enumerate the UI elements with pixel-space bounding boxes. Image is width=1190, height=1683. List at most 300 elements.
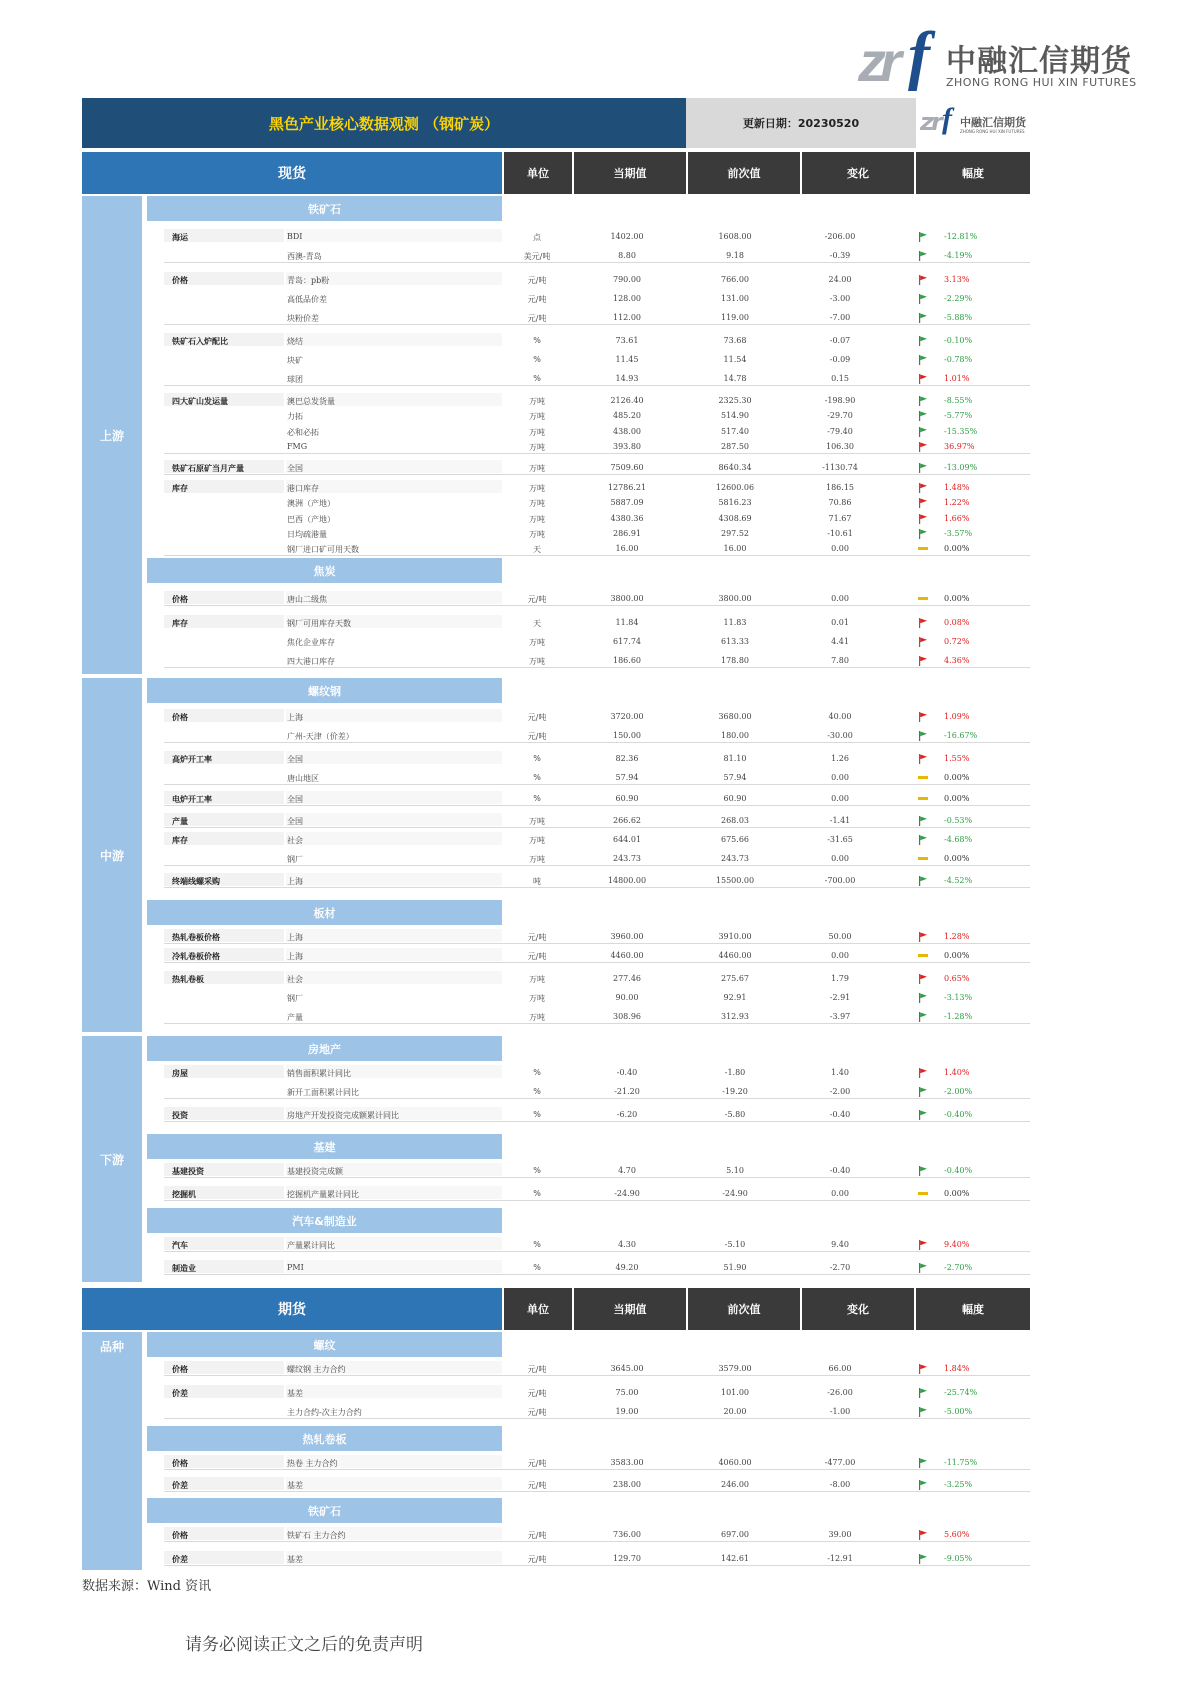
row-previous-value: 3910.00 (718, 932, 752, 941)
banner-logo (916, 98, 1030, 148)
row-unit: 元/吨 (527, 1555, 547, 1564)
row-item: BDI (287, 232, 303, 241)
row-item: 螺纹钢 主力合约 (287, 1365, 346, 1374)
row-unit: 万吨 (529, 817, 545, 826)
row-item: 全国 (287, 755, 303, 764)
row-category: 投资 (172, 1111, 188, 1120)
side-downstream: 下游 (82, 1036, 142, 1282)
row-item: 全国 (287, 464, 303, 473)
green-flag-icon (918, 816, 930, 826)
row-item: 力拓 (287, 412, 303, 421)
row-pct-value: 1.01% (944, 374, 970, 383)
row-unit: 元/吨 (527, 1389, 547, 1398)
row-change-value: -3.00 (829, 294, 851, 303)
row-current-value: 129.70 (613, 1554, 641, 1563)
row-item: 钢厂 (287, 855, 303, 864)
row-change-value: 66.00 (828, 1364, 852, 1373)
table-row (82, 1458, 1030, 1470)
table-row (82, 773, 1030, 785)
row-pct-value: 0.00% (944, 544, 970, 553)
row-item: FMG (287, 442, 308, 451)
row-item: 焦化企业库存 (287, 638, 335, 647)
row-category: 高炉开工率 (172, 755, 212, 764)
row-current-value: 1402.00 (610, 232, 644, 241)
row-change-value: 1.79 (831, 974, 849, 983)
row-previous-value: 16.00 (723, 544, 747, 553)
row-item: 青岛：pb粉 (287, 276, 330, 285)
row-item: 主力合约-次主力合约 (287, 1408, 362, 1417)
row-item: 钢厂 (287, 994, 303, 1003)
row-item: 四大港口库存 (287, 657, 335, 666)
row-current-value: 90.00 (615, 993, 639, 1002)
row-change-value: -31.65 (827, 835, 853, 844)
green-flag-icon (918, 355, 930, 365)
row-unit: 美元/吨 (523, 252, 551, 261)
row-pct-value: 1.55% (944, 754, 970, 763)
row-pct-value: -0.53% (944, 816, 973, 825)
table-row (82, 816, 1030, 828)
row-category: 房屋 (172, 1069, 188, 1078)
row-pct-value: -4.19% (944, 251, 973, 260)
red-flag-icon (918, 637, 930, 647)
row-category: 冷轧卷板价格 (172, 952, 220, 961)
row-item: 热卷 主力合约 (287, 1459, 338, 1468)
row-previous-value: 675.66 (721, 835, 749, 844)
row-unit: 万吨 (529, 484, 545, 493)
row-pct-value: -5.00% (944, 1407, 973, 1416)
row-previous-value: 4308.69 (718, 514, 752, 523)
table-row (82, 876, 1030, 888)
row-current-value: 3720.00 (610, 712, 644, 721)
table-row (82, 1480, 1030, 1492)
row-item: PMI (287, 1263, 304, 1272)
banner-logo-chinese: 中融汇信期货 (960, 116, 1026, 129)
row-item: 钢厂可用库存天数 (287, 619, 351, 628)
table-row (82, 1110, 1030, 1122)
table-row (82, 232, 1030, 244)
row-previous-value: 119.00 (721, 313, 749, 322)
banner-logo-mark-f: f (942, 102, 952, 135)
flat-dash-icon (918, 1189, 930, 1199)
row-change-value: 106.30 (826, 442, 854, 451)
table-row (82, 483, 1030, 495)
row-unit: 元/吨 (527, 276, 547, 285)
row-change-value: -2.91 (829, 993, 851, 1002)
row-pct-value: 0.00% (944, 594, 970, 603)
table-row (82, 656, 1030, 668)
row-change-value: -8.00 (829, 1480, 851, 1489)
row-pct-value: 9.40% (944, 1240, 970, 1249)
red-flag-icon (918, 498, 930, 508)
flat-dash-icon (918, 773, 930, 783)
row-change-value: 0.00 (831, 854, 849, 863)
row-category: 库存 (172, 619, 188, 628)
row-change-value: -1.00 (829, 1407, 851, 1416)
row-change-value: -26.00 (827, 1388, 853, 1397)
row-previous-value: 613.33 (721, 637, 749, 646)
row-pct-value: -0.10% (944, 336, 973, 345)
row-pct-value: -0.78% (944, 355, 973, 364)
table-row (82, 374, 1030, 386)
table-row (82, 313, 1030, 325)
row-pct-value: -2.70% (944, 1263, 973, 1272)
row-unit: % (533, 1110, 541, 1119)
row-current-value: 277.46 (613, 974, 641, 983)
table-row (82, 1388, 1030, 1400)
row-unit: % (533, 754, 541, 763)
row-category: 价格 (172, 1365, 188, 1374)
row-previous-value: 131.00 (721, 294, 749, 303)
row-previous-value: 11.54 (723, 355, 747, 364)
flat-dash-icon (918, 544, 930, 554)
red-flag-icon (918, 1240, 930, 1250)
row-category: 价格 (172, 1459, 188, 1468)
table-row (82, 544, 1030, 556)
table-row (82, 1263, 1030, 1275)
data-sheet (82, 98, 1030, 1564)
green-flag-icon (918, 993, 930, 1003)
futures-change-header: 变化 (802, 1288, 914, 1330)
row-previous-value: 81.10 (723, 754, 747, 763)
logo-chinese-name: 中融汇信期货 (946, 44, 1132, 79)
row-previous-value: 20.00 (723, 1407, 747, 1416)
report-title: 黑色产业核心数据观测 （钢矿炭） (82, 98, 686, 148)
green-flag-icon (918, 336, 930, 346)
row-pct-value: 4.36% (944, 656, 970, 665)
row-item: 钢厂进口矿可用天数 (287, 545, 359, 554)
row-previous-value: 514.90 (721, 411, 749, 420)
table-row (82, 1364, 1030, 1376)
row-current-value: 4.70 (618, 1166, 636, 1175)
section-rebar: 螺纹钢 (147, 678, 502, 703)
row-category: 热轧卷板价格 (172, 933, 220, 942)
row-unit: 万吨 (529, 397, 545, 406)
row-unit: 万吨 (529, 638, 545, 647)
green-flag-icon (918, 232, 930, 242)
row-category: 铁矿石原矿当月产量 (172, 464, 244, 473)
row-item: 全国 (287, 817, 303, 826)
red-flag-icon (918, 712, 930, 722)
row-unit: 元/吨 (527, 1459, 547, 1468)
report-banner (82, 98, 1030, 150)
banner-logo-mark-zr: zr (920, 108, 940, 136)
row-change-value: -29.70 (827, 411, 853, 420)
row-current-value: 4380.36 (610, 514, 644, 523)
row-unit: 万吨 (529, 428, 545, 437)
table-row (82, 712, 1030, 724)
row-change-value: 24.00 (828, 275, 852, 284)
red-flag-icon (918, 483, 930, 493)
row-item: 块粉价差 (287, 314, 319, 323)
table-row (82, 294, 1030, 306)
row-current-value: -6.20 (616, 1110, 638, 1119)
row-change-value: 0.00 (831, 544, 849, 553)
row-change-value: 0.00 (831, 594, 849, 603)
row-current-value: -24.90 (614, 1189, 640, 1198)
row-previous-value: 4060.00 (718, 1458, 752, 1467)
table-row (82, 442, 1030, 454)
row-unit: 元/吨 (527, 732, 547, 741)
row-pct-value: 0.00% (944, 773, 970, 782)
table-row (82, 498, 1030, 510)
row-previous-value: 5.10 (726, 1166, 744, 1175)
section-real-estate: 房地产 (147, 1036, 502, 1061)
row-pct-value: -15.35% (944, 427, 978, 436)
row-unit: 点 (533, 233, 541, 242)
row-unit: % (533, 1166, 541, 1175)
row-change-value: -206.00 (824, 232, 856, 241)
futures-previous-header: 前次值 (688, 1288, 800, 1330)
row-current-value: 3800.00 (610, 594, 644, 603)
row-item: 澳洲（产地） (287, 499, 335, 508)
row-pct-value: -4.68% (944, 835, 973, 844)
section-futures-iron-ore: 铁矿石 (147, 1498, 502, 1523)
row-change-value: 186.15 (826, 483, 854, 492)
red-flag-icon (918, 1530, 930, 1540)
row-item: 基差 (287, 1481, 303, 1490)
row-change-value: 4.41 (831, 637, 849, 646)
row-current-value: 19.00 (615, 1407, 639, 1416)
row-unit: % (533, 773, 541, 782)
green-flag-icon (918, 1458, 930, 1468)
futures-current-header: 当期值 (574, 1288, 686, 1330)
row-pct-value: 1.84% (944, 1364, 970, 1373)
row-unit: % (533, 1087, 541, 1096)
row-current-value: 3960.00 (610, 932, 644, 941)
green-flag-icon (918, 1554, 930, 1564)
row-current-value: 75.00 (615, 1388, 639, 1397)
row-category: 价差 (172, 1555, 188, 1564)
red-flag-icon (918, 974, 930, 984)
row-change-value: 39.00 (828, 1530, 852, 1539)
row-current-value: 266.62 (613, 816, 641, 825)
table-row (82, 1068, 1030, 1080)
side-upstream: 上游 (82, 196, 142, 674)
row-category: 热轧卷板 (172, 975, 204, 984)
row-category: 价格 (172, 276, 188, 285)
row-item: 巴西（产地） (287, 515, 335, 524)
row-previous-value: 312.93 (721, 1012, 749, 1021)
section-iron-ore: 铁矿石 (147, 196, 502, 221)
row-previous-value: -1.80 (724, 1068, 746, 1077)
row-pct-value: -5.88% (944, 313, 973, 322)
row-pct-value: 36.97% (944, 442, 975, 451)
table-row (82, 1166, 1030, 1178)
row-change-value: 0.01 (831, 618, 849, 627)
row-unit: 元/吨 (527, 933, 547, 942)
row-item: 港口库存 (287, 484, 319, 493)
row-current-value: 11.84 (615, 618, 639, 627)
green-flag-icon (918, 1407, 930, 1417)
row-current-value: 186.60 (613, 656, 641, 665)
row-current-value: 790.00 (613, 275, 641, 284)
row-item: 块矿 (287, 356, 303, 365)
logo-mark-f: f (908, 19, 930, 92)
row-previous-value: -5.10 (724, 1240, 746, 1249)
row-unit: 天 (533, 619, 541, 628)
table-row (82, 1554, 1030, 1566)
row-unit: 万吨 (529, 412, 545, 421)
row-previous-value: 178.80 (721, 656, 749, 665)
row-pct-value: -4.52% (944, 876, 973, 885)
row-pct-value: 1.22% (944, 498, 970, 507)
table-row (82, 336, 1030, 348)
row-change-value: -12.91 (827, 1554, 853, 1563)
current-header: 当期值 (574, 152, 686, 194)
table-row (82, 594, 1030, 606)
row-previous-value: 51.90 (723, 1263, 747, 1272)
row-previous-value: 3680.00 (718, 712, 752, 721)
row-item: 基差 (287, 1555, 303, 1564)
row-previous-value: 287.50 (721, 442, 749, 451)
flat-dash-icon (918, 594, 930, 604)
row-pct-value: -8.55% (944, 396, 973, 405)
row-item: 基建投资完成额 (287, 1167, 343, 1176)
table-row (82, 1530, 1030, 1542)
row-pct-value: -12.81% (944, 232, 978, 241)
table-row (82, 1012, 1030, 1024)
row-unit: 元/吨 (527, 295, 547, 304)
row-previous-value: 2325.30 (718, 396, 752, 405)
row-change-value: 0.00 (831, 1189, 849, 1198)
row-item: 上海 (287, 933, 303, 942)
table-row (82, 463, 1030, 475)
row-pct-value: 1.28% (944, 932, 970, 941)
row-unit: % (533, 794, 541, 803)
row-pct-value: -0.40% (944, 1110, 973, 1119)
row-current-value: 82.36 (615, 754, 639, 763)
row-previous-value: 15500.00 (715, 876, 755, 885)
row-unit: 万吨 (529, 975, 545, 984)
row-pct-value: -13.09% (944, 463, 978, 472)
row-previous-value: 246.00 (721, 1480, 749, 1489)
row-change-value: -2.00 (829, 1087, 851, 1096)
row-change-value: 50.00 (828, 932, 852, 941)
row-change-value: -2.70 (829, 1263, 851, 1272)
row-previous-value: 3579.00 (718, 1364, 752, 1373)
row-previous-value: 73.68 (723, 336, 747, 345)
logo-mark-zr: zr (858, 30, 896, 93)
row-previous-value: 517.40 (721, 427, 749, 436)
row-pct-value: 1.66% (944, 514, 970, 523)
red-flag-icon (918, 1364, 930, 1374)
row-item: 日均疏港量 (287, 530, 327, 539)
futures-pct-header: 幅度 (916, 1288, 1030, 1330)
row-previous-value: 12600.06 (715, 483, 755, 492)
row-change-value: 0.00 (831, 773, 849, 782)
row-previous-value: 14.78 (723, 374, 747, 383)
change-header: 变化 (802, 152, 914, 194)
red-flag-icon (918, 754, 930, 764)
row-category: 库存 (172, 836, 188, 845)
row-pct-value: 5.60% (944, 1530, 970, 1539)
row-unit: % (533, 1263, 541, 1272)
green-flag-icon (918, 251, 930, 261)
pct-header: 幅度 (916, 152, 1030, 194)
row-change-value: 1.26 (831, 754, 849, 763)
row-item: 房地产开发投资完成额累计同比 (287, 1111, 399, 1120)
row-previous-value: 766.00 (721, 275, 749, 284)
row-pct-value: -3.25% (944, 1480, 973, 1489)
row-category: 汽车 (172, 1241, 188, 1250)
table-row (82, 411, 1030, 423)
row-previous-value: 1608.00 (718, 232, 752, 241)
row-pct-value: -0.40% (944, 1166, 973, 1175)
row-item: 社会 (287, 836, 303, 845)
row-unit: % (533, 1068, 541, 1077)
row-change-value: -79.40 (827, 427, 853, 436)
row-current-value: 243.73 (613, 854, 641, 863)
row-unit: % (533, 374, 541, 383)
table-row (82, 1240, 1030, 1252)
row-current-value: 308.96 (613, 1012, 641, 1021)
side-midstream: 中游 (82, 678, 142, 1032)
row-unit: % (533, 1240, 541, 1249)
row-current-value: 3583.00 (610, 1458, 644, 1467)
row-current-value: 4.30 (618, 1240, 636, 1249)
row-previous-value: 697.00 (721, 1530, 749, 1539)
row-item: 上海 (287, 713, 303, 722)
row-item: 必和必拓 (287, 428, 319, 437)
green-flag-icon (918, 463, 930, 473)
row-change-value: -0.39 (829, 251, 851, 260)
row-item: 球团 (287, 375, 303, 384)
row-current-value: 112.00 (613, 313, 641, 322)
table-row (82, 731, 1030, 743)
row-unit: 万吨 (529, 464, 545, 473)
row-change-value: 0.15 (831, 374, 849, 383)
row-change-value: -30.00 (827, 731, 853, 740)
red-flag-icon (918, 1068, 930, 1078)
table-row (82, 932, 1030, 944)
green-flag-icon (918, 835, 930, 845)
row-change-value: -0.40 (829, 1166, 851, 1175)
row-change-value: -0.09 (829, 355, 851, 364)
row-category: 四大矿山发运量 (172, 397, 228, 406)
row-change-value: 71.67 (828, 514, 852, 523)
company-logo (858, 19, 1137, 93)
table-row (82, 275, 1030, 287)
row-pct-value: -25.74% (944, 1388, 978, 1397)
row-change-value: -1.41 (829, 816, 851, 825)
red-flag-icon (918, 656, 930, 666)
row-current-value: 16.00 (615, 544, 639, 553)
side-variety: 品种 (82, 1332, 142, 1570)
row-item: 上海 (287, 877, 303, 886)
table-row (82, 251, 1030, 263)
row-current-value: 8.80 (618, 251, 636, 260)
flat-dash-icon (918, 951, 930, 961)
row-current-value: 238.00 (613, 1480, 641, 1489)
row-item: 产量 (287, 1013, 303, 1022)
row-change-value: -7.00 (829, 313, 851, 322)
table-row (82, 1407, 1030, 1419)
row-item: 唐山二级焦 (287, 595, 327, 604)
red-flag-icon (918, 442, 930, 452)
row-current-value: 7509.60 (610, 463, 644, 472)
row-unit: 元/吨 (527, 1531, 547, 1540)
row-change-value: -1130.74 (822, 463, 858, 472)
green-flag-icon (918, 396, 930, 406)
row-unit: 万吨 (529, 530, 545, 539)
section-coke: 焦炭 (147, 558, 502, 583)
row-previous-value: 297.52 (721, 529, 749, 538)
row-previous-value: 9.18 (726, 251, 744, 260)
futures-unit-header: 单位 (504, 1288, 572, 1330)
disclaimer-note: 请务必阅读正文之后的免责声明 (185, 1635, 423, 1655)
table-row (82, 396, 1030, 408)
table-row (82, 974, 1030, 986)
